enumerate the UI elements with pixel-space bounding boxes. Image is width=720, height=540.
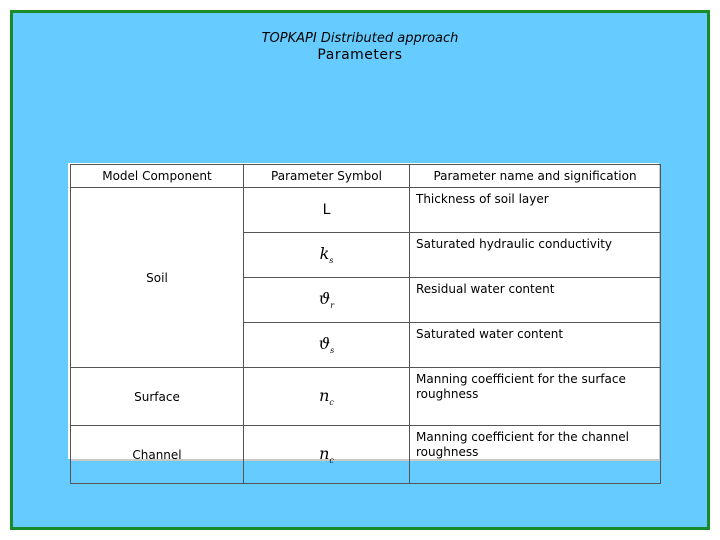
symbol-cell (244, 426, 410, 484)
group-channel: Channel (71, 426, 244, 484)
symbol-cell (244, 233, 410, 278)
parameter-name-cell: Manning coefficient for the surface roughness (410, 368, 661, 426)
slide-subtitle: TOPKAPI Distributed approach (261, 31, 459, 46)
table-row (71, 426, 661, 484)
symbol: L (322, 202, 331, 218)
slide (10, 10, 710, 530)
header-model-component: Model Component (71, 165, 244, 188)
table-header-row (71, 165, 661, 188)
symbol: k (319, 244, 330, 264)
group-surface: Surface (71, 368, 244, 426)
table-row (71, 368, 661, 426)
parameters-table-container (68, 163, 659, 466)
table-row (71, 188, 661, 233)
symbol-subscript: s (329, 256, 334, 266)
group-soil: Soil (71, 188, 244, 368)
slide-title: Parameters (317, 47, 403, 63)
symbol-cell (244, 278, 410, 323)
symbol: ϑ (318, 334, 331, 354)
header-parameter-symbol: Parameter Symbol (244, 165, 410, 188)
parameter-name-cell: Saturated hydraulic conductivity (410, 233, 661, 278)
header-parameter-name: Parameter name and signification (410, 165, 661, 188)
symbol-subscript: c (329, 456, 334, 466)
symbol: n (319, 385, 330, 405)
parameter-name-cell: Manning coefficient for the channel roughness (410, 426, 661, 484)
symbol-subscript: s (330, 346, 335, 356)
symbol-subscript: c (329, 398, 334, 408)
parameter-name-cell: Residual water content (410, 278, 661, 323)
parameter-name-cell: Thickness of soil layer (410, 188, 661, 233)
symbol-cell (244, 323, 410, 368)
parameter-name-cell: Saturated water content (410, 323, 661, 368)
symbol: ϑ (318, 289, 331, 309)
symbol: n (319, 443, 330, 463)
symbol-cell (244, 188, 410, 233)
symbol-cell (244, 368, 410, 426)
parameters-table (70, 164, 661, 484)
symbol-subscript: r (330, 301, 335, 311)
